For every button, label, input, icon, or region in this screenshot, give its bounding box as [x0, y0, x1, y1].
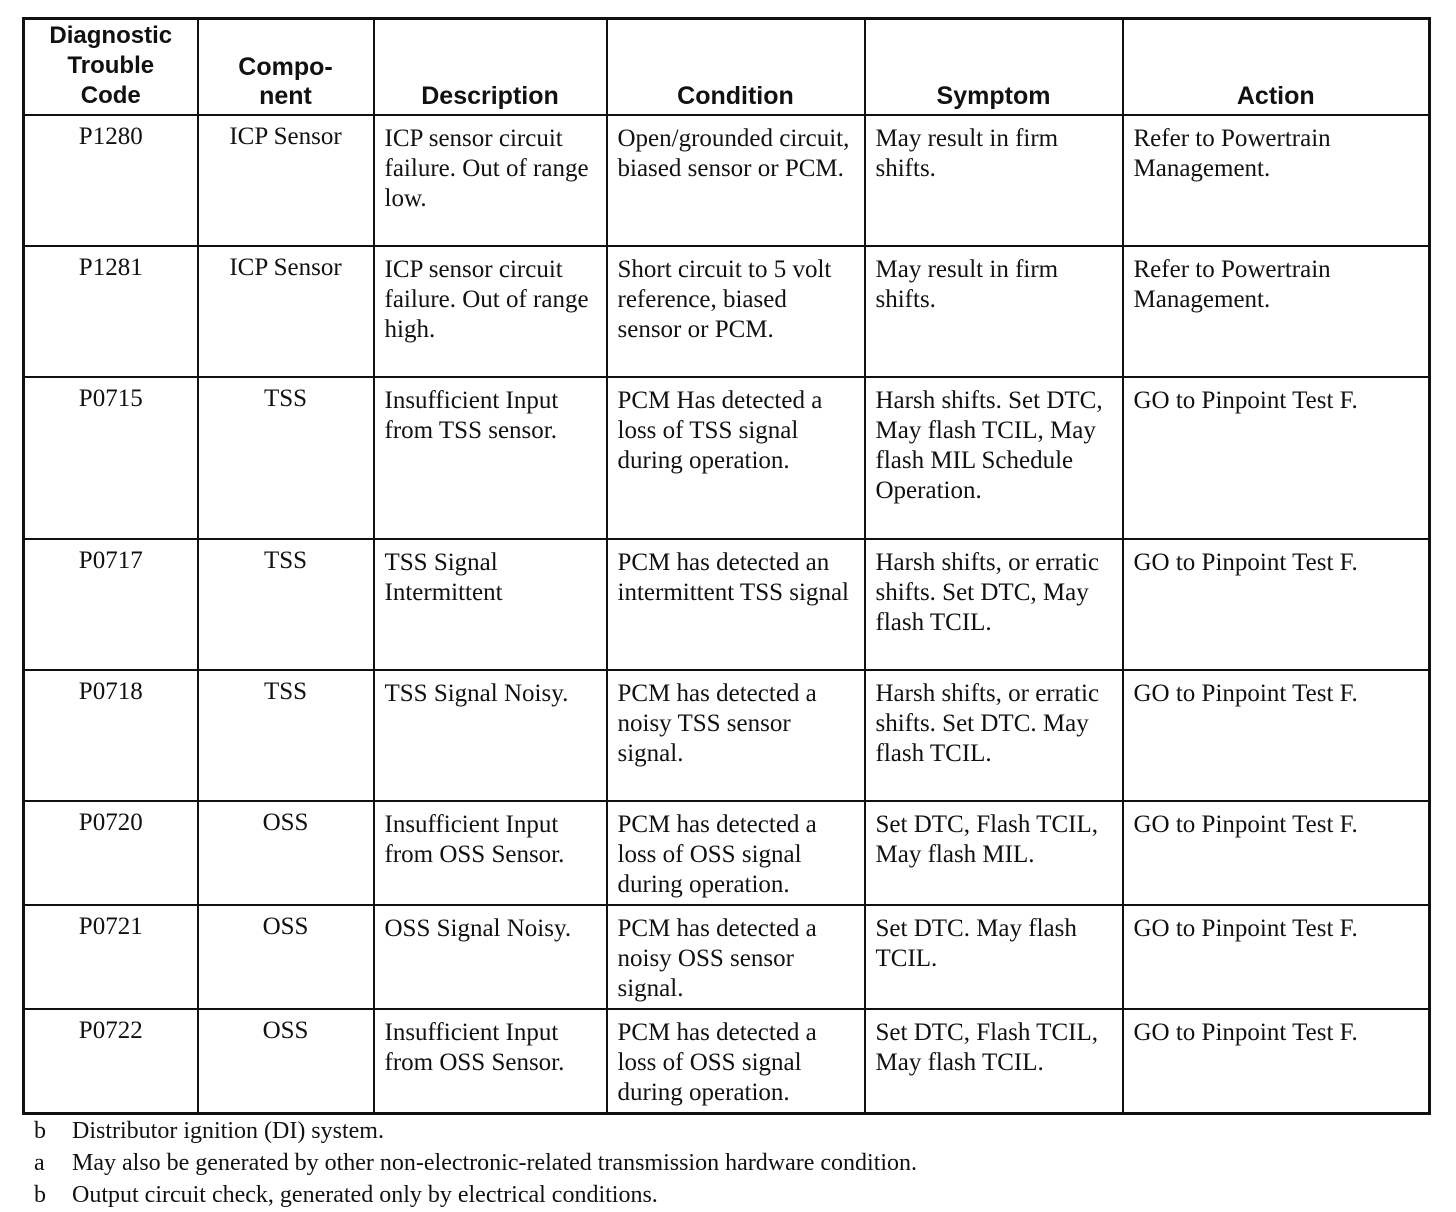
- table-row: [24, 905, 1430, 1009]
- table-row: [24, 115, 1430, 246]
- cell-code: P0718: [24, 670, 198, 801]
- cell-action: GO to Pinpoint Test F.: [1123, 539, 1430, 670]
- cell-code: P1280: [24, 115, 198, 246]
- cell-description: ICP sensor circuit failure. Out of range low.: [374, 115, 607, 246]
- cell-condition: PCM has detected a noisy TSS sensor signal.: [607, 670, 865, 801]
- header-component-line-1: Compo-: [238, 52, 333, 81]
- cell-code: P0715: [24, 377, 198, 539]
- cell-condition: PCM has detected a loss of OSS signal during operation.: [607, 801, 865, 905]
- cell-component: TSS: [198, 377, 374, 539]
- cell-condition: Open/grounded circuit, biased sensor or PCM.: [607, 115, 865, 246]
- cell-symptom: May result in firm shifts.: [865, 115, 1123, 246]
- table-row: [24, 539, 1430, 670]
- cell-symptom: Harsh shifts. Set DTC, May flash TCIL, May flash MIL Schedule Operation.: [865, 377, 1123, 539]
- cell-symptom: Set DTC. May flash TCIL.: [865, 905, 1123, 1009]
- cell-description: Insufficient Input from OSS Sensor.: [374, 1009, 607, 1114]
- cell-action: GO to Pinpoint Test F.: [1123, 801, 1430, 905]
- header-code-line-2: Trouble: [67, 51, 155, 79]
- footnote-mark: a: [34, 1150, 45, 1176]
- cell-description: OSS Signal Noisy.: [374, 905, 607, 1009]
- cell-action: GO to Pinpoint Test F.: [1123, 905, 1430, 1009]
- table-row: [24, 1009, 1430, 1114]
- header-component: [198, 19, 374, 115]
- cell-description: Insufficient Input from TSS sensor.: [374, 377, 607, 539]
- cell-symptom: Harsh shifts, or erratic shifts. Set DTC. May flash TCIL.: [865, 670, 1123, 801]
- cell-symptom: May result in firm shifts.: [865, 246, 1123, 377]
- header-code: [24, 19, 198, 115]
- footnote: [34, 1147, 1434, 1179]
- cell-condition: PCM has detected a loss of OSS signal during operation.: [607, 1009, 865, 1114]
- cell-description: TSS Signal Intermittent: [374, 539, 607, 670]
- cell-component: TSS: [198, 539, 374, 670]
- cell-symptom: Harsh shifts, or erratic shifts. Set DTC, May flash TCIL.: [865, 539, 1123, 670]
- table-row: [24, 246, 1430, 377]
- cell-condition: Short circuit to 5 volt reference, biased sensor or PCM.: [607, 246, 865, 377]
- table-row: [24, 801, 1430, 905]
- footnote-mark: b: [34, 1118, 46, 1144]
- header-code-line-1: Diagnostic: [49, 21, 173, 49]
- cell-component: OSS: [198, 905, 374, 1009]
- cell-component: OSS: [198, 1009, 374, 1114]
- cell-symptom: Set DTC, Flash TCIL, May flash TCIL.: [865, 1009, 1123, 1114]
- cell-action: GO to Pinpoint Test F.: [1123, 377, 1430, 539]
- cell-component: OSS: [198, 801, 374, 905]
- footnote: [34, 1115, 1434, 1147]
- cell-code: P0722: [24, 1009, 198, 1114]
- header-code-line-3: Code: [80, 81, 141, 109]
- dtc-table: [22, 17, 1431, 1115]
- cell-action: GO to Pinpoint Test F.: [1123, 1009, 1430, 1114]
- table-row: [24, 377, 1430, 539]
- cell-description: ICP sensor circuit failure. Out of range high.: [374, 246, 607, 377]
- cell-component: TSS: [198, 670, 374, 801]
- cell-code: P0721: [24, 905, 198, 1009]
- footnote: [34, 1179, 1434, 1211]
- cell-component: ICP Sensor: [198, 115, 374, 246]
- footnote-text: Distributor ignition (DI) system.: [72, 1118, 384, 1144]
- cell-condition: PCM has detected an intermittent TSS signal: [607, 539, 865, 670]
- header-action: Action: [1123, 19, 1430, 115]
- cell-component: ICP Sensor: [198, 246, 374, 377]
- footnote-text: May also be generated by other non-electronic-related transmission hardware condition.: [72, 1150, 918, 1176]
- header-description: Description: [374, 19, 607, 115]
- cell-description: Insufficient Input from OSS Sensor.: [374, 801, 607, 905]
- header-condition: Condition: [607, 19, 865, 115]
- cell-symptom: Set DTC, Flash TCIL, May flash MIL.: [865, 801, 1123, 905]
- cell-action: GO to Pinpoint Test F.: [1123, 670, 1430, 801]
- cell-code: P0717: [24, 539, 198, 670]
- footnote-text: Output circuit check, generated only by electrical conditions.: [72, 1182, 658, 1208]
- header-symptom: Symptom: [865, 19, 1123, 115]
- cell-condition: PCM Has detected a loss of TSS signal during operation.: [607, 377, 865, 539]
- cell-code: P1281: [24, 246, 198, 377]
- header-row: [24, 19, 1430, 115]
- cell-description: TSS Signal Noisy.: [374, 670, 607, 801]
- footnote-mark: b: [34, 1182, 46, 1208]
- table-row: [24, 670, 1430, 801]
- header-component-line-2: nent: [259, 81, 312, 110]
- cell-action: Refer to Powertrain Management.: [1123, 246, 1430, 377]
- footnotes: [34, 1115, 1434, 1211]
- cell-action: Refer to Powertrain Management.: [1123, 115, 1430, 246]
- cell-code: P0720: [24, 801, 198, 905]
- cell-condition: PCM has detected a noisy OSS sensor signal.: [607, 905, 865, 1009]
